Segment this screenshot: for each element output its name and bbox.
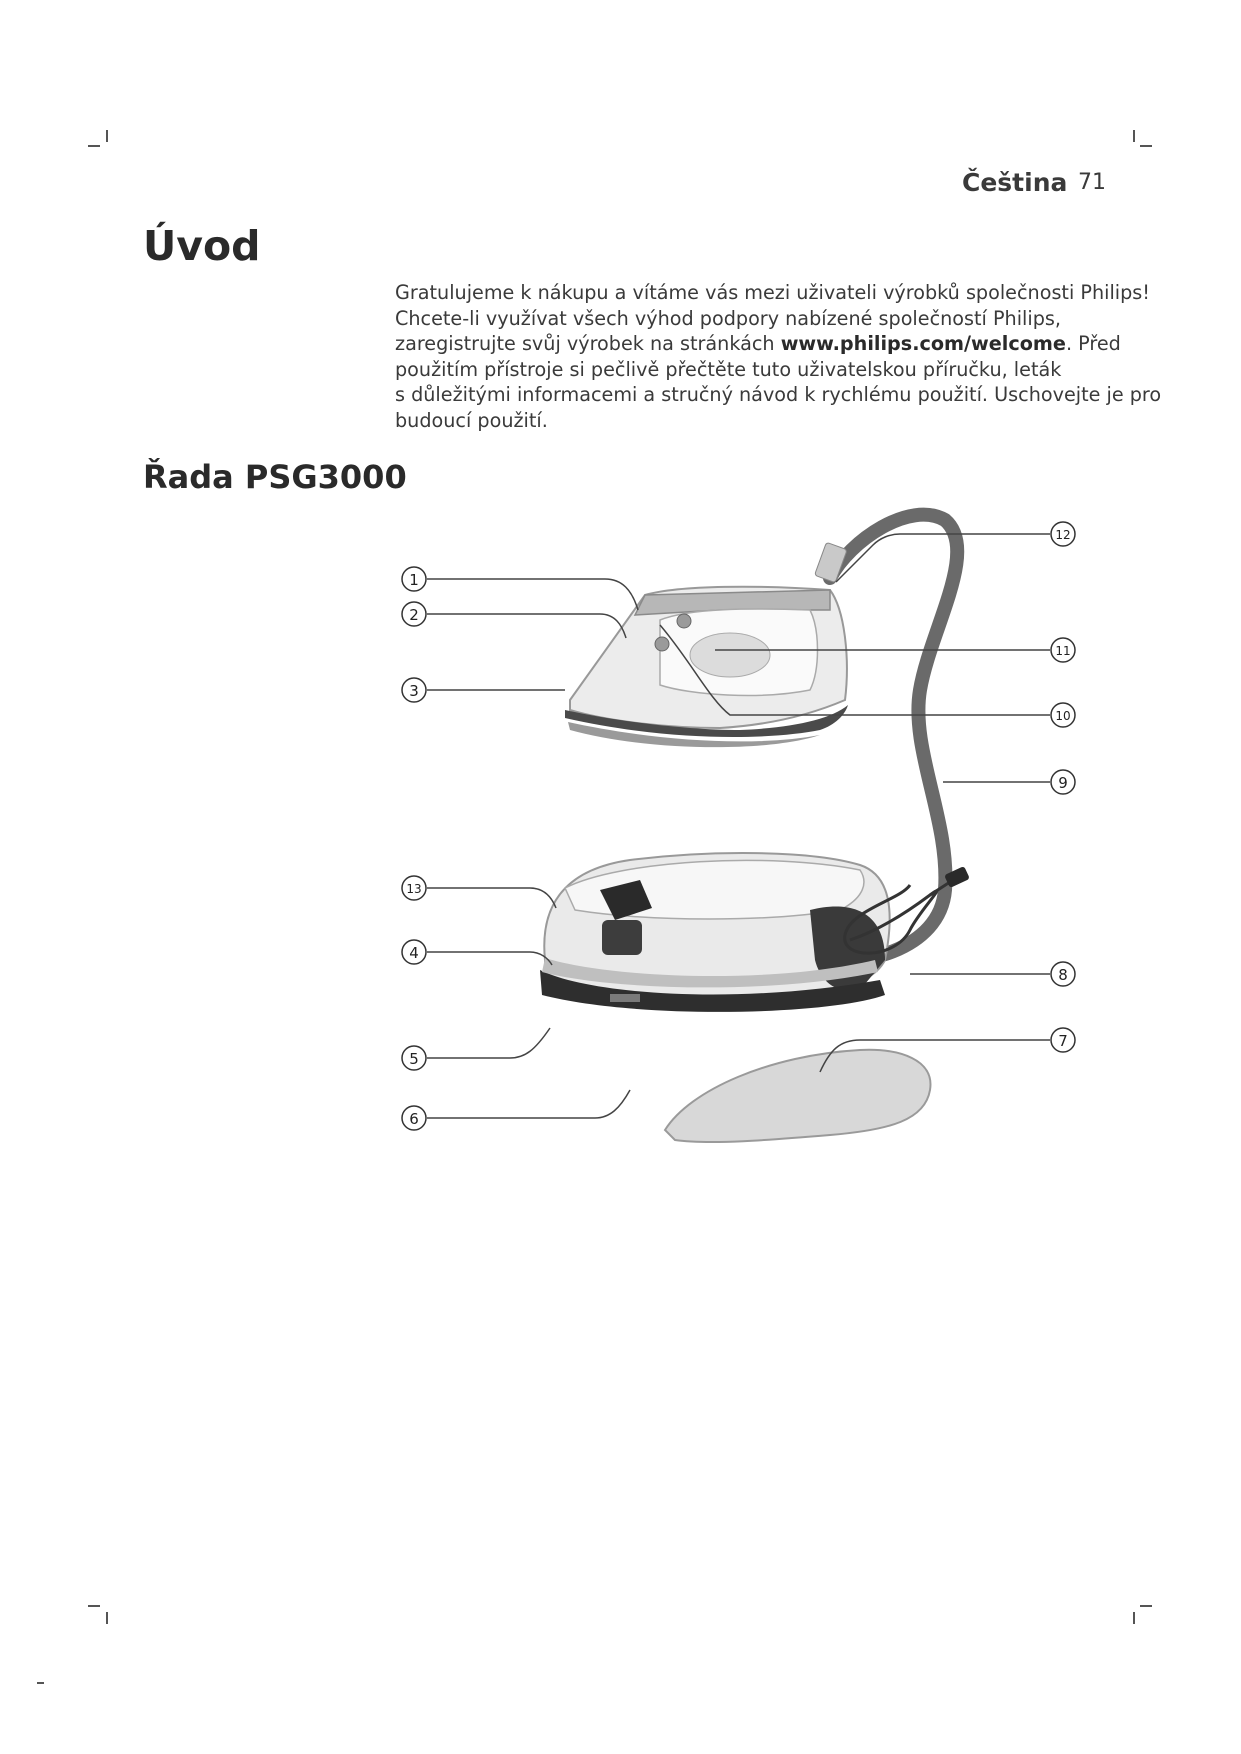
product-diagram: [390, 490, 1110, 1180]
leader-line-4: [427, 952, 552, 965]
intro-line-2: Chcete-li využívat všech výhod podpory nabízené společností Philips,: [395, 306, 1061, 330]
callout-12: 12: [1055, 528, 1071, 542]
callout-10: 10: [1055, 709, 1071, 723]
callout-9: 9: [1058, 774, 1068, 792]
crop-mark-br-v: [1133, 1612, 1135, 1624]
crop-mark-br-h: [1140, 1605, 1152, 1607]
callout-8: 8: [1058, 966, 1068, 984]
intro-paragraph: [395, 280, 1162, 433]
callout-5: 5: [409, 1050, 419, 1068]
callout-6: 6: [409, 1110, 419, 1128]
callout-3: 3: [409, 682, 419, 700]
steam-base: [540, 853, 890, 1012]
page-number: 71: [1078, 170, 1106, 195]
header-language: Čeština: [962, 168, 1068, 197]
water-tank: [665, 1050, 930, 1142]
crop-mark-tr-h: [1140, 145, 1152, 147]
section-title-intro: Úvod: [143, 222, 261, 270]
callout-11: 11: [1055, 644, 1071, 658]
intro-line-4: použitím přístroje si pečlivě přečtěte tuto uživatelskou příručku, leták: [395, 357, 1062, 381]
iron: [565, 542, 848, 747]
intro-line-3-text: zaregistrujte svůj výrobek na stránkách: [395, 332, 781, 355]
crop-mark-bottom-left: [37, 1682, 44, 1684]
leader-line-1: [427, 579, 638, 610]
leader-line-6: [427, 1090, 630, 1118]
philips-welcome-link[interactable]: www.philips.com/welcome: [780, 332, 1066, 355]
callout-4: 4: [409, 944, 419, 962]
intro-line-3: [395, 331, 1121, 357]
section-title-series: Řada PSG3000: [143, 458, 407, 496]
intro-line-3-tail: . Před: [1065, 332, 1121, 355]
callout-7: 7: [1058, 1032, 1068, 1050]
leader-line-13: [427, 888, 556, 908]
callout-2: 2: [409, 606, 419, 624]
crop-mark-tr-v: [1133, 130, 1135, 142]
intro-line-1: Gratulujeme k nákupu a vítáme vás mezi uživateli výrobků společnosti Philips!: [395, 281, 1150, 304]
callout-1: 1: [409, 571, 419, 589]
intro-line-6: budoucí použití.: [395, 408, 548, 432]
crop-mark-bl-v: [106, 1612, 108, 1624]
crop-mark-tl-v: [106, 130, 108, 142]
intro-line-5: s důležitými informacemi a stručný návod k rychlému použití. Uschovejte je pro: [395, 383, 1162, 406]
crop-mark-bl-h: [88, 1605, 100, 1607]
crop-mark-tl-h: [88, 145, 100, 147]
leader-line-2: [427, 614, 626, 638]
leader-line-5: [427, 1028, 550, 1058]
callout-13: 13: [406, 882, 422, 896]
